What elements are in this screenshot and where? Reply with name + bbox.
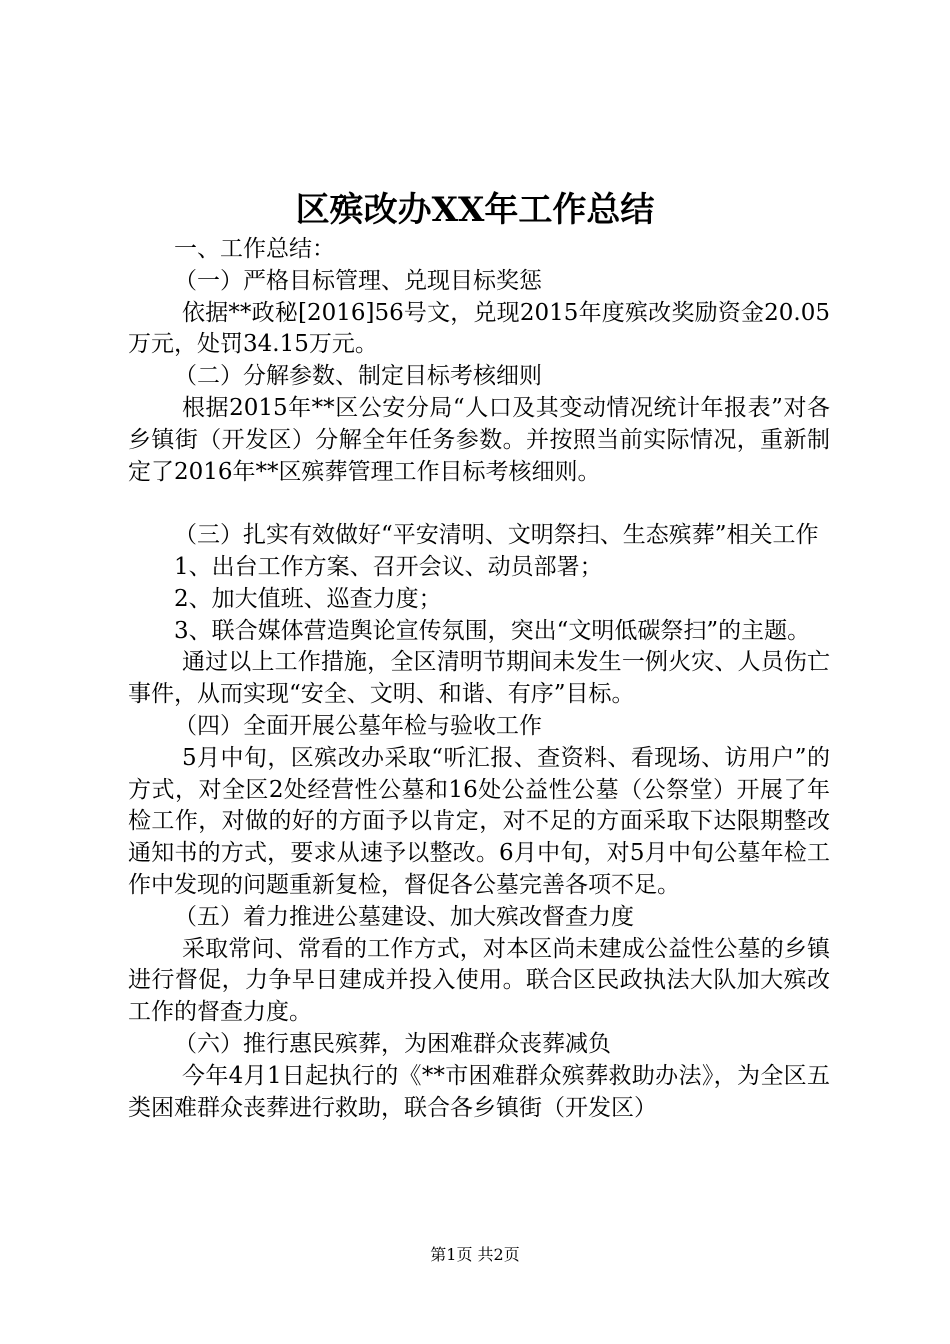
subsection-heading-6: （六）推行惠民殡葬，为困难群众丧葬减负 [174, 1030, 611, 1057]
paragraph-1: 依据**政秘[2016]56号文，兑现2015年度殡改奖励资金20.05万元，处罚34.15万元。 [128, 299, 830, 358]
paragraph-4: 5月中旬，区殡改办采取“听汇报、查资料、看现场、访用户”的方式，对全区2处经营性公墓和16处公益性公墓（公祭堂）开展了年检工作，对做的好的方面予以肯定，对不足的方面采取下达限期整改通知书的方式，要求从速予以整改。6月中旬，对5月中旬公墓年检工作中发现的问题重新复检，督促各公墓完善各项不足。 [128, 744, 830, 898]
paragraph-3: 通过以上工作措施，全区清明节期间未发生一例火灾、人员伤亡事件，从而实现“安全、文明、和谐、有序”目标。 [128, 649, 830, 708]
subsection-heading-5: （五）着力推进公墓建设、加大殡改督查力度 [174, 903, 634, 930]
section-heading-summary: 一、工作总结： [174, 236, 335, 262]
paragraph-2: 根据2015年**区公安分局“人口及其变动情况统计年报表”对各乡镇街（开发区）分解全年任务参数。并按照当前实际情况，重新制定了2016年**区殡葬管理工作目标考核细则。 [128, 394, 830, 485]
page-footer: 第1页 共2页 [430, 1245, 520, 1264]
paragraph-5: 采取常问、常看的工作方式，对本区尚未建成公益性公墓的乡镇进行督促，力争早日建成并投入使用。联合区民政执法大队加大殡改工作的督查力度。 [128, 935, 830, 1026]
subsection-heading-3: （三）扎实有效做好“平安清明、文明祭扫、生态殡葬”相关工作 [174, 522, 819, 549]
document-title: 区殡改办XX年工作总结 [295, 190, 655, 230]
subsection-heading-1: （一）严格目标管理、兑现目标奖惩 [174, 267, 542, 294]
paragraph-spacer [128, 488, 830, 520]
subsection-heading-2: （二）分解参数、制定目标考核细则 [174, 363, 542, 390]
list-item-3: 3、联合媒体营造舆论宣传氛围，突出“文明低碳祭扫”的主题。 [174, 617, 811, 644]
list-item-2: 2、加大值班、巡查力度； [174, 585, 442, 612]
subsection-heading-4: （四）全面开展公墓年检与验收工作 [174, 712, 542, 739]
paragraph-6: 今年4月1日起执行的《**市困难群众殡葬救助办法》，为全区五类困难群众丧葬进行救助，联合各乡镇街（开发区） [128, 1062, 830, 1121]
document-body [128, 234, 830, 1124]
list-item-1: 1、出台工作方案、召开会议、动员部署； [174, 553, 603, 580]
